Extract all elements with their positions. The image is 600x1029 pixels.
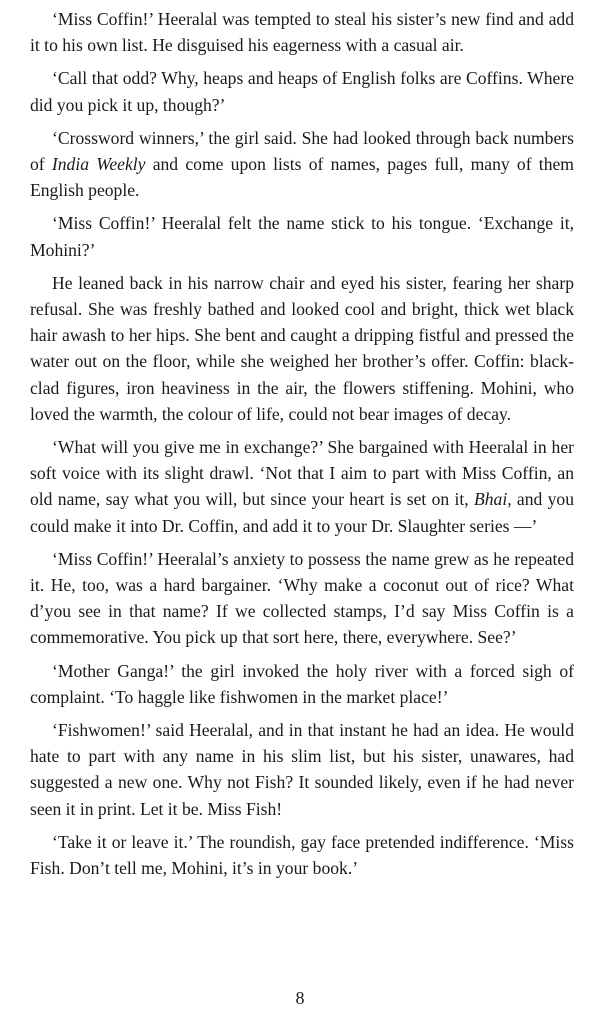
paragraph: [30, 658, 574, 710]
paragraph-text: ‘Fishwomen!’ said Heeralal, and in that instant he had an idea. He would hate to part with any name in his slim list, but his sister, unawares, had suggested a new one. Why not Fish? It sounded likely, even if he had never seen it in print. Let it be. Miss Fish!: [30, 720, 574, 819]
paragraph-text: ‘Call that odd? Why, heaps and heaps of English folks are Coffins. Where did you pick it up, though?’: [30, 68, 574, 115]
paragraph-text: and come upon lists of names, pages full, many of them English people.: [30, 154, 574, 201]
italic-text: Bhai,: [473, 489, 512, 510]
paragraph: [30, 65, 574, 117]
italic-text: India Weekly: [51, 154, 146, 175]
body-text: [30, 6, 574, 888]
paragraph-text: ‘Miss Coffin!’ Heeralal was tempted to steal his sister’s new find and add it to his own list. He disguised his eagerness with a casual air.: [30, 9, 574, 56]
paragraph-text: ‘Miss Coffin!’ Heeralal’s anxiety to possess the name grew as he repeated it. He, too, was a hard bargainer. ‘Why make a coconut out of rice? What d’you see in that name? If we collected stamps, I’d say Miss Coffin is a commemorative. You pick up that sort here, there, everywhere. See?’: [30, 548, 574, 648]
page-number: 8: [295, 988, 305, 1008]
paragraph: [30, 434, 574, 539]
paragraph: [30, 270, 574, 427]
paragraph-text: ‘Mother Ganga!’ the girl invoked the holy river with a forced sigh of complaint. ‘To haggle like fishwomen in the market place!’: [30, 660, 574, 707]
paragraph-text: ‘Crossword winners,’ the girl said. She had looked through back numbers of: [30, 127, 574, 175]
paragraph: [30, 546, 574, 651]
paragraph: [30, 829, 574, 881]
paragraph-text: ‘What will you give me in exchange?’ She bargained with Heeralal in her soft voice with its slight drawl. ‘Not that I aim to part with Miss Coffin, an old name, say what you will, but since your heart is set on it,: [30, 437, 574, 510]
paragraph-text: He leaned back in his narrow chair and eyed his sister, fearing her sharp refusal. She was freshly bathed and looked cool and bright, thick wet black hair awash to her hips. She bent and caught a dripping fistful and pressed the water out on the floor, while she weighed her brother’s offer. Coffin: black-clad figures, iron heaviness in the air, the flowers stiffening. Mohini, who loved the warmth, the colour of life, could not bear images of decay.: [30, 272, 574, 424]
paragraph-text: ‘Miss Coffin!’ Heeralal felt the name stick to his tongue. ‘Exchange it, Mohini?’: [30, 213, 574, 260]
paragraph-text: and you could make it into Dr. Coffin, and add it to your Dr. Slaughter series —’: [30, 489, 575, 536]
paragraph: [30, 125, 574, 204]
paragraph-text: ‘Take it or leave it.’ The roundish, gay face pretended indifference. ‘Miss Fish. Don’t tell me, Mohini, it’s in your book.’: [30, 831, 574, 879]
paragraph: [30, 6, 574, 58]
paragraph: [30, 717, 574, 822]
paragraph: [30, 210, 574, 262]
